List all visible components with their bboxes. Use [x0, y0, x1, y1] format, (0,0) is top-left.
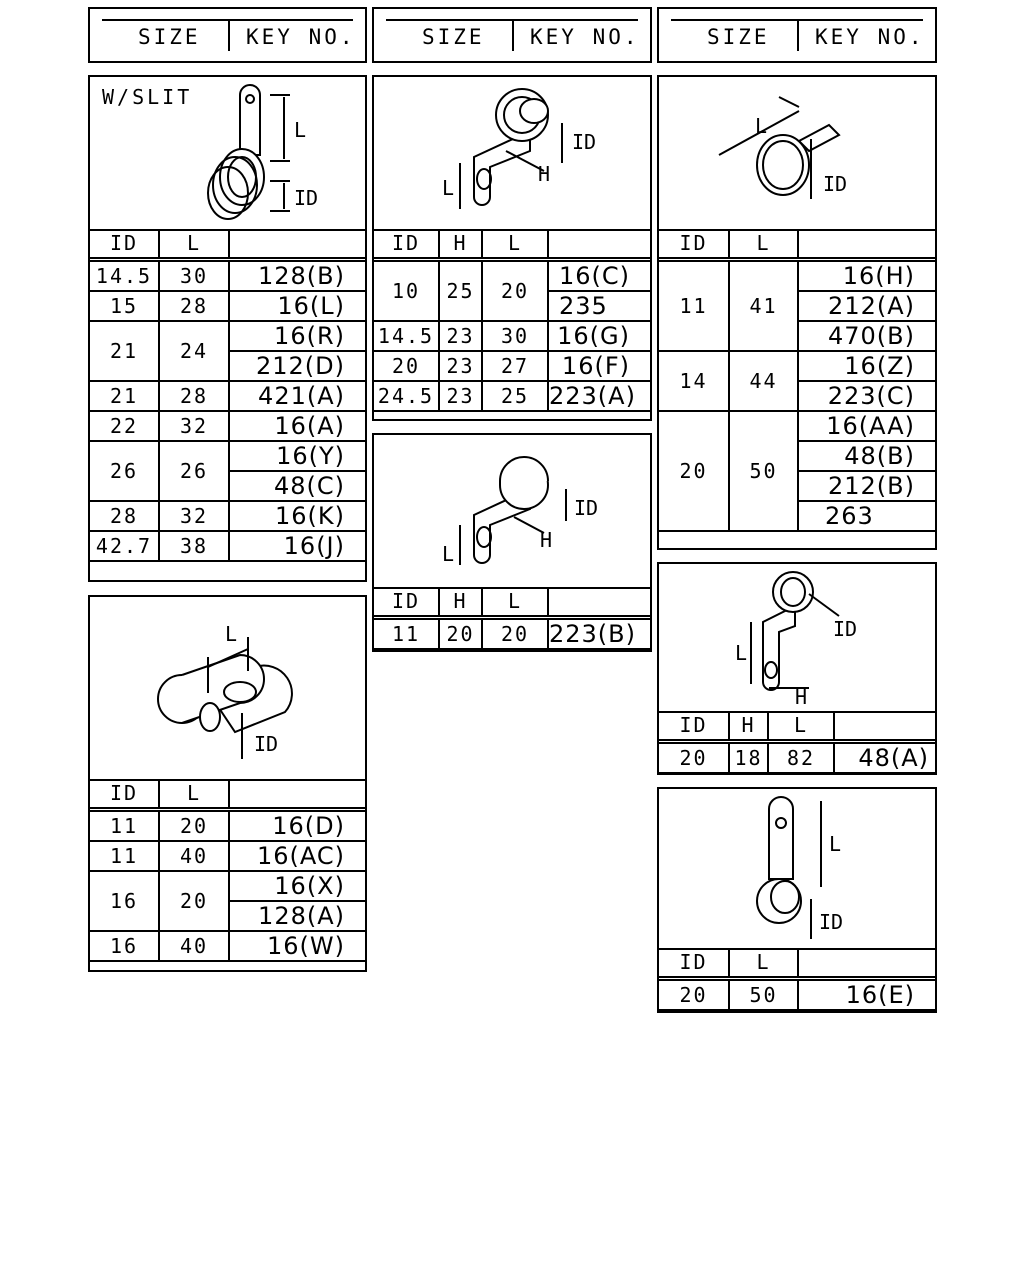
key-no-link[interactable]: 212(B) [798, 471, 935, 501]
cell-l: 28 [159, 381, 229, 411]
clamp-offset-drawing [374, 77, 650, 231]
cell-l: 28 [159, 291, 229, 321]
cell-id: 26 [90, 441, 159, 501]
col-id: ID [659, 948, 729, 978]
cell-id: 24.5 [374, 381, 439, 411]
clamp-offset-small-drawing [374, 435, 650, 589]
key-no-link[interactable]: 16(H) [798, 259, 935, 291]
cell-id: 20 [374, 351, 439, 381]
clamp-ring-panel [657, 75, 937, 550]
col-key [548, 587, 650, 617]
cell-l: 50 [729, 978, 798, 1010]
clamp-cushion-icon [90, 597, 365, 779]
key-no-link[interactable]: 16(AA) [798, 411, 935, 441]
table-row [90, 291, 365, 321]
col-h: H [729, 711, 768, 741]
key-no-link[interactable]: 16(J) [229, 531, 365, 561]
size-table [659, 711, 935, 774]
cell-l: 82 [768, 741, 834, 773]
size-table [90, 229, 365, 562]
col-key [834, 711, 935, 741]
key-no-link[interactable]: 235 [548, 291, 650, 321]
table-row [374, 381, 650, 411]
cell-l: 32 [159, 501, 229, 531]
size-table [659, 229, 935, 532]
clamp-bracket-panel [657, 562, 937, 775]
cell-id: 11 [374, 617, 439, 649]
clamp-wslit-panel [88, 75, 367, 582]
cell-id: 11 [90, 809, 159, 841]
cell-l: 20 [482, 259, 548, 321]
cell-l: 32 [159, 411, 229, 441]
key-no-link[interactable]: 16(AC) [229, 841, 365, 871]
dim-l-label: L [442, 542, 455, 566]
dim-h-label: H [540, 528, 553, 552]
key-no-link[interactable]: 16(Y) [229, 441, 365, 471]
key-no-link[interactable]: 48(B) [798, 441, 935, 471]
col-h: H [439, 229, 482, 259]
key-no-link[interactable]: 16(X) [229, 871, 365, 901]
cell-l: 20 [482, 617, 548, 649]
key-no-header: KEY NO. [246, 25, 356, 49]
dim-l-label: L [829, 832, 842, 856]
col-id: ID [374, 229, 439, 259]
table-row [90, 411, 365, 441]
cell-id: 11 [659, 259, 729, 351]
table-row [90, 809, 365, 841]
key-no-link[interactable]: 223(C) [798, 381, 935, 411]
col-key [798, 229, 935, 259]
table-row [374, 617, 650, 649]
clamp-p-drawing [659, 789, 935, 950]
clamp-cushion-panel [88, 595, 367, 972]
size-table [374, 229, 650, 412]
col-l: L [482, 229, 548, 259]
col-key [798, 948, 935, 978]
cell-id: 21 [90, 381, 159, 411]
cell-h: 23 [439, 321, 482, 351]
key-no-link[interactable]: 16(W) [229, 931, 365, 961]
cell-h: 23 [439, 381, 482, 411]
dim-id-label: ID [572, 130, 597, 154]
table-row [90, 321, 365, 351]
col-l: L [768, 711, 834, 741]
col-id: ID [659, 711, 729, 741]
table-row [659, 259, 935, 291]
table-row [90, 841, 365, 871]
key-no-link[interactable]: 128(B) [229, 259, 365, 291]
cell-l: 30 [159, 259, 229, 291]
dim-id-label: ID [294, 186, 319, 210]
cell-h: 18 [729, 741, 768, 773]
col-l: L [482, 587, 548, 617]
key-no-link[interactable]: 16(R) [229, 321, 365, 351]
cell-id: 14 [659, 351, 729, 411]
cell-l: 41 [729, 259, 798, 351]
cell-id: 21 [90, 321, 159, 381]
key-no-header: KEY NO. [530, 25, 640, 49]
key-no-link[interactable]: 212(D) [229, 351, 365, 381]
clamp-bracket-icon [659, 564, 935, 711]
size-header: SIZE [422, 25, 485, 49]
clamp-cushion-drawing [90, 597, 365, 781]
table-row [659, 411, 935, 441]
clamp-p-icon [659, 789, 935, 948]
col-id: ID [90, 229, 159, 259]
cell-l: 20 [159, 871, 229, 931]
cell-l: 30 [482, 321, 548, 351]
cell-l: 44 [729, 351, 798, 411]
cell-l: 40 [159, 841, 229, 871]
dim-h-label: H [795, 685, 808, 709]
dim-id-label: ID [819, 910, 844, 934]
dim-h-label: H [538, 162, 551, 186]
clamp-offset-small-panel [372, 433, 652, 652]
key-no-link[interactable]: 421(A) [229, 381, 365, 411]
col-l: L [159, 229, 229, 259]
size-header: SIZE [707, 25, 770, 49]
clamp-ring-drawing [659, 77, 935, 231]
key-no-link[interactable]: 16(Z) [798, 351, 935, 381]
dim-l-label: L [755, 114, 768, 138]
clamp-offset-small-icon [374, 435, 650, 587]
key-no-link[interactable]: 16(E) [798, 978, 935, 1010]
clamp-bracket-drawing [659, 564, 935, 713]
table-row [90, 871, 365, 901]
table-row [659, 741, 935, 773]
key-no-link[interactable]: 16(L) [229, 291, 365, 321]
cell-h: 23 [439, 351, 482, 381]
key-no-link[interactable]: 470(B) [798, 321, 935, 351]
cell-id: 10 [374, 259, 439, 321]
table-row [90, 501, 365, 531]
dim-id-label: ID [833, 617, 858, 641]
wslit-label: W/SLIT [102, 85, 193, 109]
size-table [374, 587, 650, 650]
col-l: L [729, 948, 798, 978]
cell-id: 20 [659, 741, 729, 773]
cell-l: 26 [159, 441, 229, 501]
dim-l-label: L [225, 622, 238, 646]
header-col2 [372, 7, 652, 63]
cell-h: 25 [439, 259, 482, 321]
clamp-wslit-icon [90, 77, 365, 229]
cell-id: 22 [90, 411, 159, 441]
dim-l-label: L [294, 118, 307, 142]
col-id: ID [374, 587, 439, 617]
clamp-offset-panel [372, 75, 652, 421]
clamp-offset-icon [374, 77, 650, 229]
clamp-wslit-drawing [90, 77, 365, 231]
col-key [548, 229, 650, 259]
key-no-link[interactable]: 16(F) [548, 351, 650, 381]
header-col1 [88, 7, 367, 63]
key-no-link[interactable]: 263 [798, 501, 935, 531]
dim-id-label: ID [823, 172, 848, 196]
cell-l: 40 [159, 931, 229, 961]
key-no-link[interactable]: 16(A) [229, 411, 365, 441]
key-no-link[interactable]: 48(C) [229, 471, 365, 501]
cell-id: 20 [659, 411, 729, 531]
col-h: H [439, 587, 482, 617]
clamp-ring-icon [659, 77, 935, 229]
table-row [90, 931, 365, 961]
col-l: L [159, 779, 229, 809]
cell-id: 15 [90, 291, 159, 321]
dim-l-label: L [735, 641, 748, 665]
table-row [374, 351, 650, 381]
dim-id-label: ID [574, 496, 599, 520]
clamp-p-panel [657, 787, 937, 1013]
cell-l: 24 [159, 321, 229, 381]
key-no-link[interactable]: 48(A) [834, 741, 935, 773]
cell-id: 14.5 [374, 321, 439, 351]
col-key [229, 229, 365, 259]
cell-id: 28 [90, 501, 159, 531]
table-row [374, 259, 650, 291]
header-col3 [657, 7, 937, 63]
cell-id: 16 [90, 931, 159, 961]
size-table [90, 779, 365, 962]
cell-h: 20 [439, 617, 482, 649]
size-header: SIZE [138, 25, 201, 49]
key-no-link[interactable]: 16(K) [229, 501, 365, 531]
key-no-link[interactable]: 212(A) [798, 291, 935, 321]
table-row [659, 351, 935, 381]
table-row [90, 441, 365, 471]
cell-l: 20 [159, 809, 229, 841]
col-key [229, 779, 365, 809]
cell-id: 42.7 [90, 531, 159, 561]
key-no-link[interactable]: 223(B) [548, 617, 650, 649]
col-l: L [729, 229, 798, 259]
dim-id-label: ID [254, 732, 279, 756]
key-no-link[interactable]: 223(A) [548, 381, 650, 411]
cell-l: 25 [482, 381, 548, 411]
table-row [90, 259, 365, 291]
cell-id: 14.5 [90, 259, 159, 291]
table-row [659, 978, 935, 1010]
cell-id: 11 [90, 841, 159, 871]
col-id: ID [90, 779, 159, 809]
key-no-link[interactable]: 16(G) [548, 321, 650, 351]
key-no-header: KEY NO. [815, 25, 925, 49]
cell-l: 27 [482, 351, 548, 381]
dim-l-label: L [442, 176, 455, 200]
cell-id: 16 [90, 871, 159, 931]
cell-id: 20 [659, 978, 729, 1010]
size-table [659, 948, 935, 1011]
table-row [90, 531, 365, 561]
table-row [374, 321, 650, 351]
table-row [90, 381, 365, 411]
key-no-link[interactable]: 16(D) [229, 809, 365, 841]
key-no-link[interactable]: 128(A) [229, 901, 365, 931]
cell-l: 38 [159, 531, 229, 561]
key-no-link[interactable]: 16(C) [548, 259, 650, 291]
cell-l: 50 [729, 411, 798, 531]
col-id: ID [659, 229, 729, 259]
